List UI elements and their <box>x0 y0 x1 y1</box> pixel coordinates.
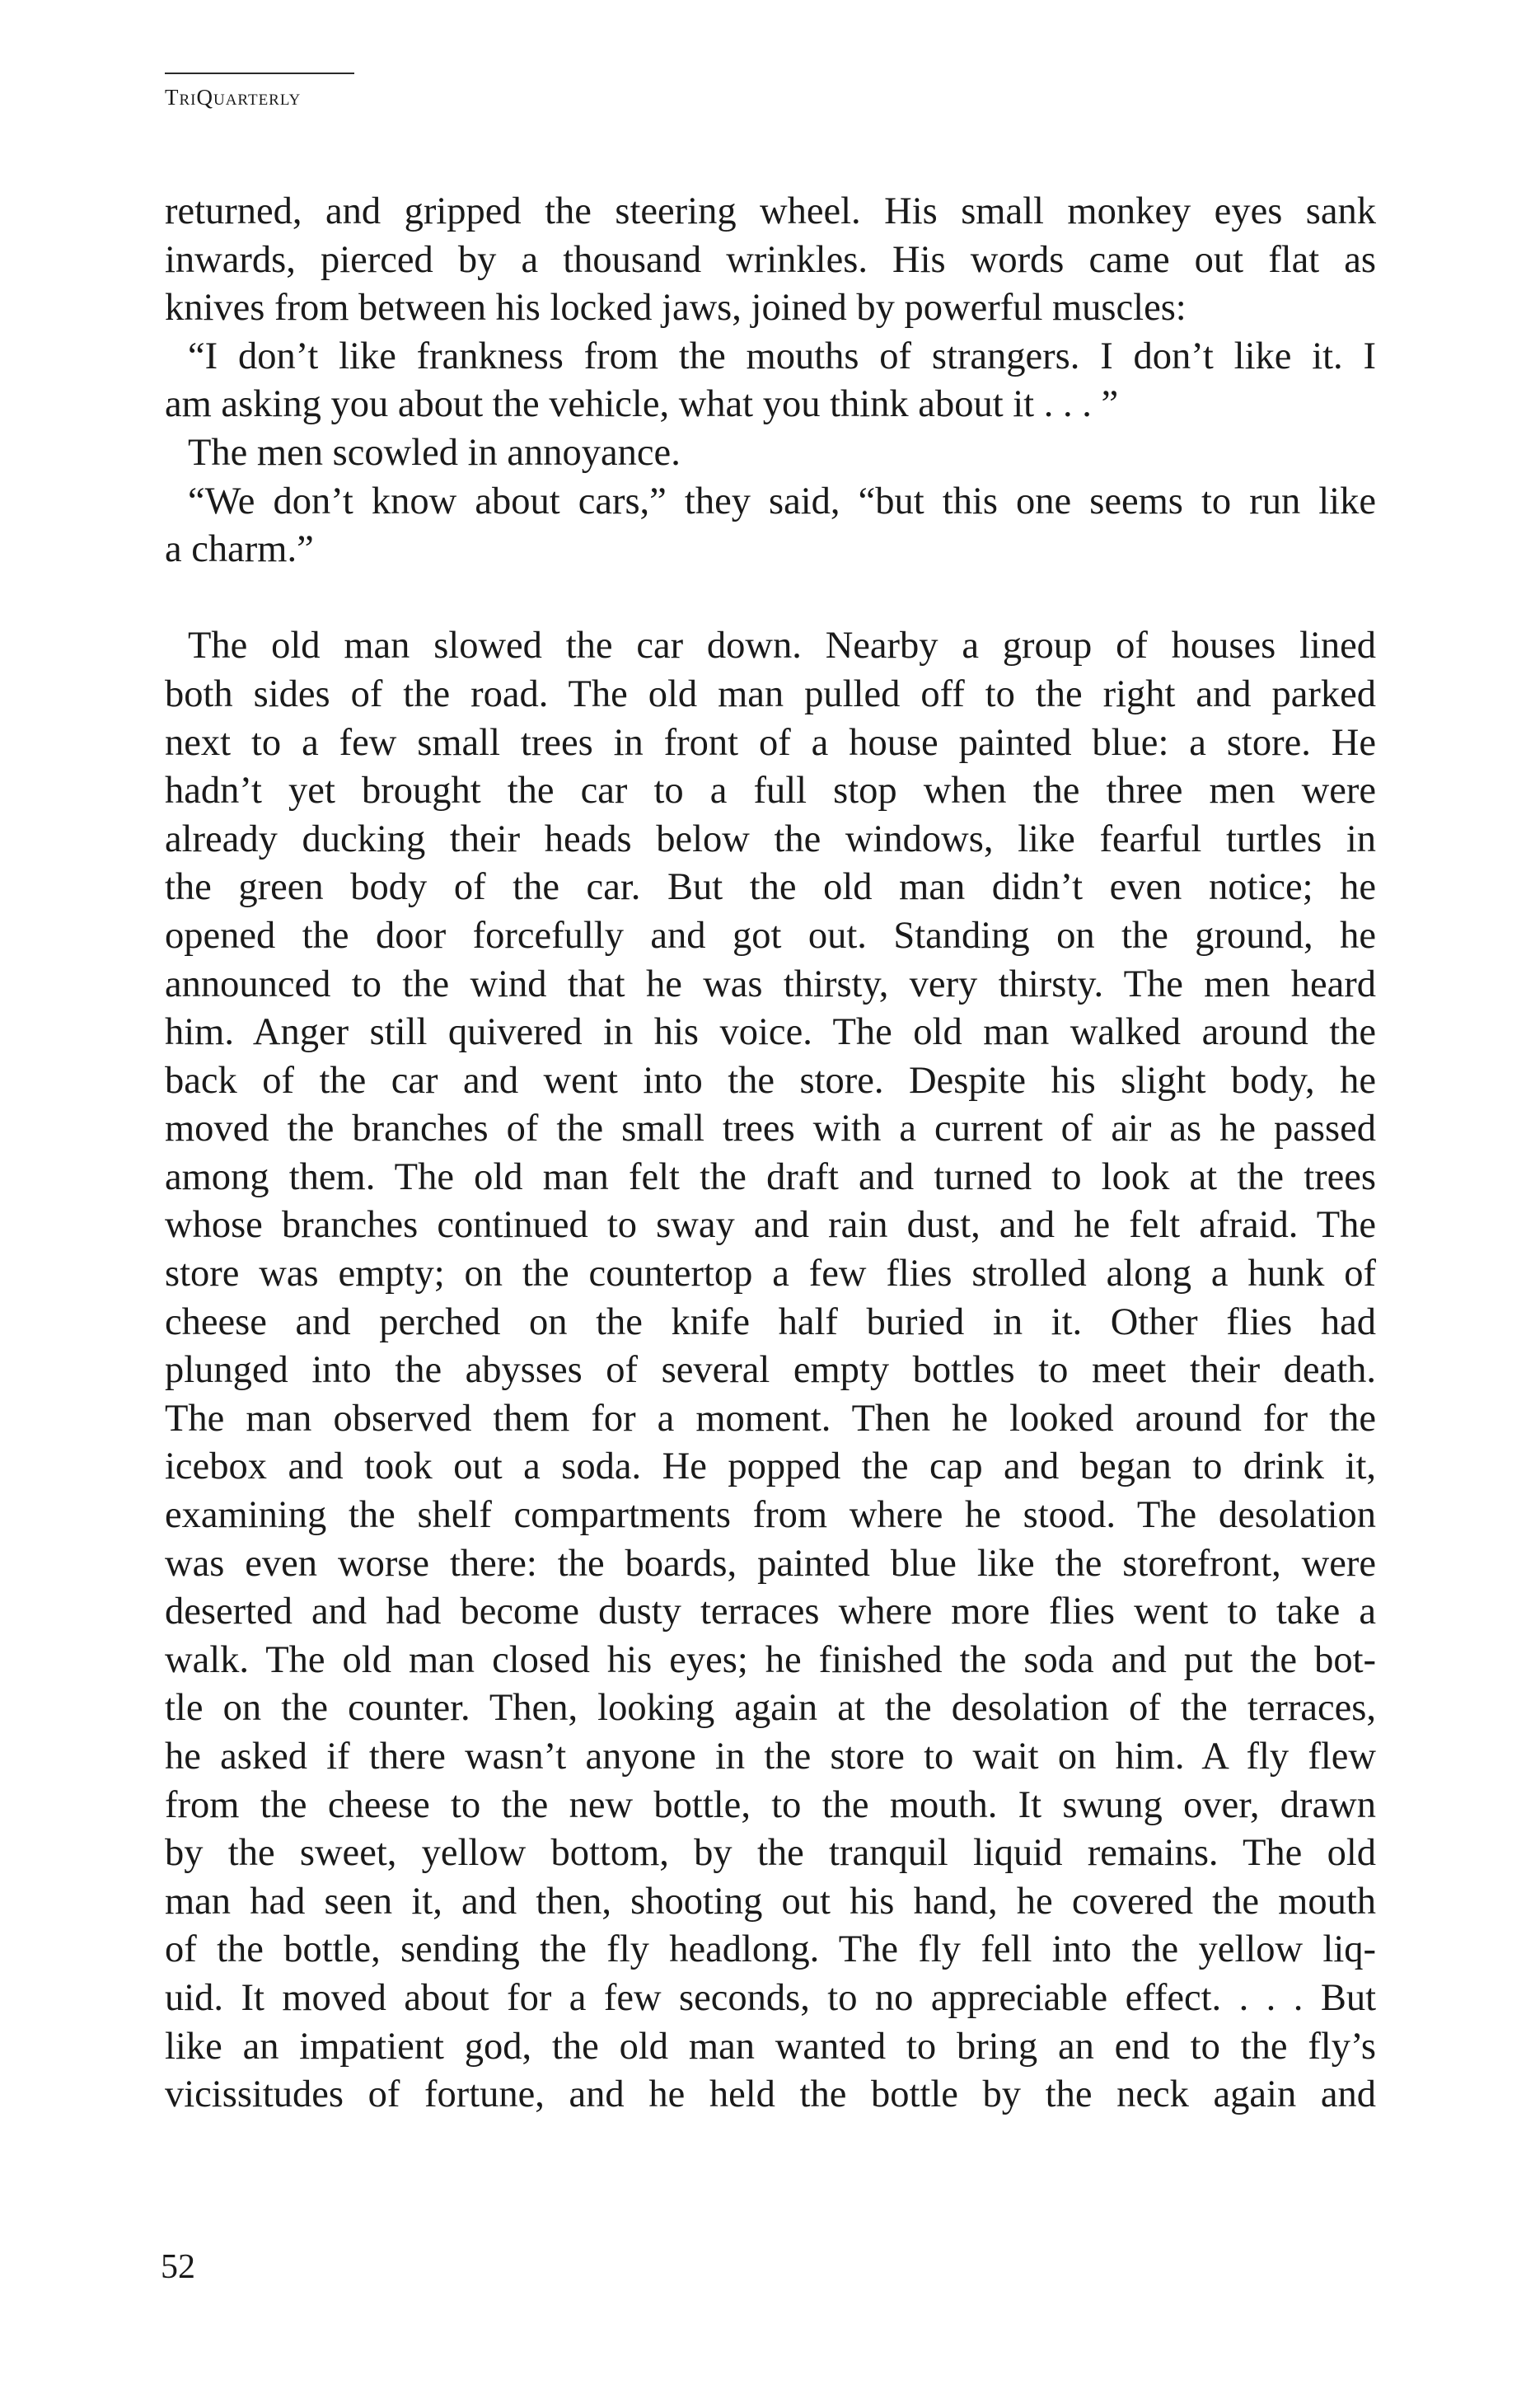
text-line: back of the car and went into the store. Despite his slight body, he <box>165 1059 1376 1102</box>
text-line: inwards, pierced by a thousand wrinkles. His words came out flat as <box>165 238 1376 281</box>
text-line: The old man slowed the car down. Nearby a group of houses lined <box>188 625 1376 668</box>
text-line: him. Anger still quivered in his voice. The old man walked around the <box>165 1011 1376 1054</box>
text-line: plunged into the abysses of several empty bottles to meet their death. <box>165 1349 1376 1392</box>
text-line: was even worse there: the boards, painted blue like the storefront, were <box>165 1542 1376 1585</box>
text-line: returned, and gripped the steering wheel. His small monkey eyes sank <box>165 190 1376 232</box>
text-line: store was empty; on the countertop a few flies strolled along a hunk of <box>165 1253 1376 1295</box>
text-line: of the bottle, sending the fly headlong. The fly fell into the yellow liq- <box>165 1928 1376 1971</box>
text-line: icebox and took out a soda. He popped the cap and began to drink it, <box>165 1445 1376 1488</box>
text-line: am asking you about the vehicle, what you think about it . . . ” <box>165 383 1119 426</box>
text-line: whose branches continued to sway and rain dust, and he felt afraid. The <box>165 1204 1376 1247</box>
text-line: announced to the wind that he was thirsty, very thirsty. The men heard <box>165 963 1376 1005</box>
text-line: hadn’t yet brought the car to a full stop when the three men were <box>165 770 1376 813</box>
text-line: next to a few small trees in front of a house painted blue: a store. He <box>165 721 1376 764</box>
text-line: opened the door forcefully and got out. Standing on the ground, he <box>165 914 1376 957</box>
running-head <box>165 87 301 109</box>
body-text <box>165 188 1376 2120</box>
text-line: “I don’t like frankness from the mouths of strangers. I don’t like it. I <box>188 335 1376 377</box>
text-line: cheese and perched on the knife half buried in it. Other flies had <box>165 1300 1376 1343</box>
text-line: already ducking their heads below the windows, like fearful turtles in <box>165 818 1376 860</box>
text-line: from the cheese to the new bottle, to the mouth. It swung over, drawn <box>165 1783 1376 1826</box>
page-number: 52 <box>161 2248 195 2286</box>
text-line: tle on the counter. Then, looking again at the desolation of the terraces, <box>165 1687 1376 1730</box>
text-line: uid. It moved about for a few seconds, to no appreciable effect. . . . But <box>165 1976 1376 2019</box>
text-line: deserted and had become dusty terraces where more flies went to take a <box>165 1590 1376 1633</box>
text-line: by the sweet, yellow bottom, by the tranquil liquid remains. The old <box>165 1832 1376 1875</box>
text-line: a charm.” <box>165 528 314 571</box>
text-line: knives from between his locked jaws, joined by powerful muscles: <box>165 287 1187 330</box>
text-line: examining the shelf compartments from where he stood. The desolation <box>165 1494 1376 1537</box>
text-line: both sides of the road. The old man pulled off to the right and parked <box>165 672 1376 715</box>
text-line: he asked if there wasn’t anyone in the store to wait on him. A fly flew <box>165 1736 1376 1778</box>
running-head-rule <box>165 73 354 74</box>
text-line: vicissitudes of fortune, and he held the bottle by the neck again and <box>165 2073 1376 2116</box>
text-line: like an impatient god, the old man wanted to bring an end to the fly’s <box>165 2025 1376 2068</box>
text-line: The men scowled in annoyance. <box>188 431 681 474</box>
running-head-text: TriQuarterly <box>165 85 302 110</box>
text-line: walk. The old man closed his eyes; he finished the soda and put the bot- <box>165 1638 1376 1681</box>
text-line: among them. The old man felt the draft and turned to look at the trees <box>165 1155 1376 1198</box>
text-line: the green body of the car. But the old man didn’t even notice; he <box>165 866 1376 909</box>
text-line: moved the branches of the small trees with a current of air as he passed <box>165 1108 1376 1150</box>
text-line: “We don’t know about cars,” they said, “but this one seems to run like <box>188 480 1376 522</box>
text-line: man had seen it, and then, shooting out his hand, he covered the mouth <box>165 1880 1376 1923</box>
text-line: The man observed them for a moment. Then he looked around for the <box>165 1397 1376 1440</box>
section-break <box>165 574 1376 623</box>
